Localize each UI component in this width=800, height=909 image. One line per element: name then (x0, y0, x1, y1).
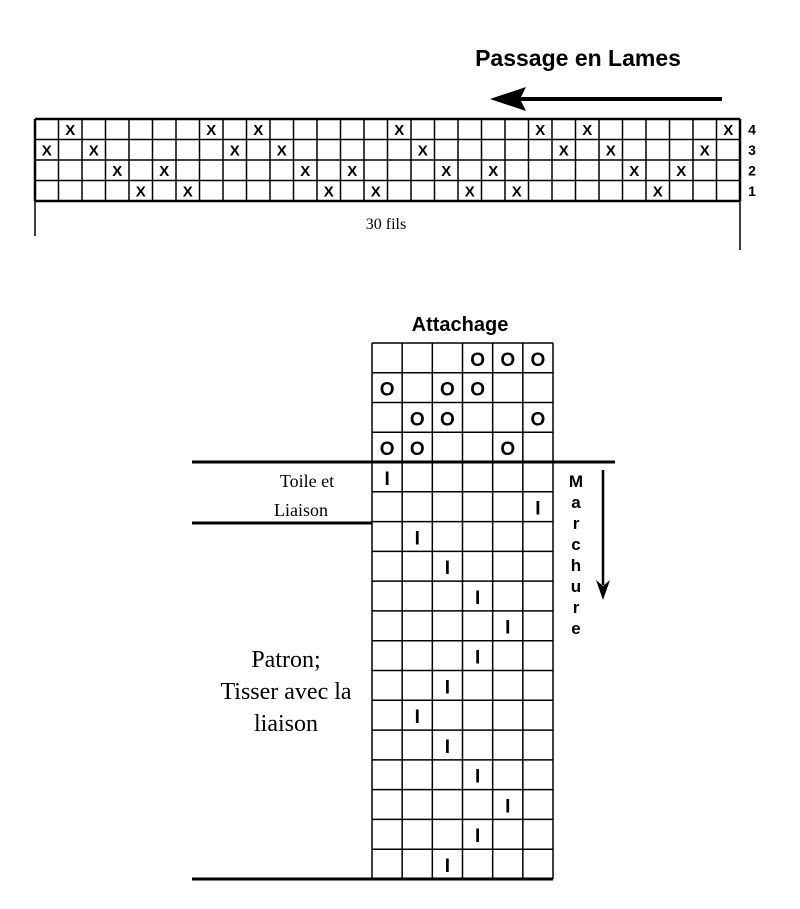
threading-mark: X (558, 142, 569, 160)
threading-direction-arrow (490, 87, 722, 111)
tieup-mark: O (379, 439, 395, 460)
thread-count-label: 30 fils (365, 216, 407, 233)
threading-mark: X (417, 142, 428, 160)
tieup-mark: O (500, 349, 516, 371)
treadling-mark: I (414, 528, 420, 550)
threading-mark: X (41, 142, 52, 160)
treadling-mark: I (474, 826, 481, 848)
treadling-mark: I (384, 468, 390, 490)
threading-mark: X (253, 122, 264, 139)
tieup-mark: O (440, 409, 455, 431)
threading-mark: X (206, 122, 217, 139)
treadling-mark: I (414, 707, 420, 729)
threading-mark: X (112, 163, 123, 180)
tieup-mark: O (379, 379, 395, 401)
tieup-mark: O (440, 379, 455, 401)
treadling-mark: I (505, 617, 511, 639)
tieup-mark: O (409, 439, 425, 460)
tieup-mark: O (530, 349, 546, 371)
treadling-mark: I (474, 647, 481, 669)
tieup-mark: O (409, 409, 425, 431)
threading-mark: X (229, 142, 240, 160)
threading-mark: X (370, 183, 381, 201)
toile-label-line1: Toile et (279, 471, 335, 491)
treadling-mark: I (444, 677, 451, 699)
threading-mark: X (605, 142, 616, 160)
threading-mark: X (464, 183, 475, 201)
threading-mark: X (511, 183, 522, 201)
treadling-mark: I (474, 766, 481, 788)
shaft-label: 1 (748, 183, 756, 199)
threading-mark: X (182, 183, 193, 201)
threading-mark: X (323, 183, 334, 201)
threading-mark: X (394, 122, 405, 139)
thread-count-bracket (35, 201, 740, 250)
threading-mark: X (159, 163, 170, 180)
treadling-mark: I (444, 558, 451, 580)
shaft-labels (748, 122, 756, 200)
marchure-letter: M (568, 472, 584, 491)
threading-mark: X (135, 183, 146, 201)
treadling-grid (372, 462, 553, 879)
toile-label-line2: Liaison (274, 500, 328, 520)
treadling-mark: I (474, 587, 481, 609)
treadling-direction-arrow (596, 470, 610, 600)
threading-mark: X (65, 122, 76, 139)
shaft-label: 3 (748, 142, 756, 158)
shaft-label: 4 (748, 121, 756, 138)
treadling-mark: I (505, 796, 511, 818)
marchure-letter: r (572, 514, 580, 533)
threading-mark: X (488, 163, 499, 180)
marchure-letter: r (572, 598, 580, 617)
marchure-letter: c (571, 535, 581, 554)
shaft-label: 2 (748, 162, 756, 179)
marchure-letter: e (571, 619, 581, 638)
threading-title: Passage en Lames (475, 45, 681, 71)
threading-mark: X (699, 142, 710, 160)
threading-mark: X (652, 183, 663, 201)
tieup-mark: O (500, 439, 516, 460)
treadling-mark: I (444, 736, 451, 758)
marchure-letter: u (570, 577, 582, 596)
threading-mark: X (347, 163, 358, 180)
marchure-label (569, 472, 583, 638)
tieup-mark: O (470, 349, 485, 371)
threading-mark: X (88, 142, 99, 160)
marchure-letter: a (571, 493, 581, 512)
threading-mark: X (441, 163, 452, 180)
threading-mark: X (300, 163, 311, 180)
threading-mark: X (276, 142, 287, 160)
tieup-mark: O (530, 409, 546, 431)
tieup-grid (372, 343, 553, 462)
threading-mark: X (723, 122, 734, 139)
patron-label-line1: Patron; (251, 647, 321, 673)
tieup-mark: O (470, 379, 485, 401)
treadling-mark: I (444, 856, 451, 877)
threading-mark: X (535, 122, 546, 139)
marchure-letter: h (570, 556, 582, 575)
threading-mark: X (676, 163, 687, 180)
threading-mark: X (582, 122, 593, 139)
threading-mark: X (629, 163, 640, 180)
patron-label-line2: Tisser avec la (220, 679, 352, 705)
treadling-mark: I (535, 498, 541, 520)
tieup-title: Attachage (411, 314, 509, 336)
patron-label-line3: liaison (254, 711, 318, 737)
